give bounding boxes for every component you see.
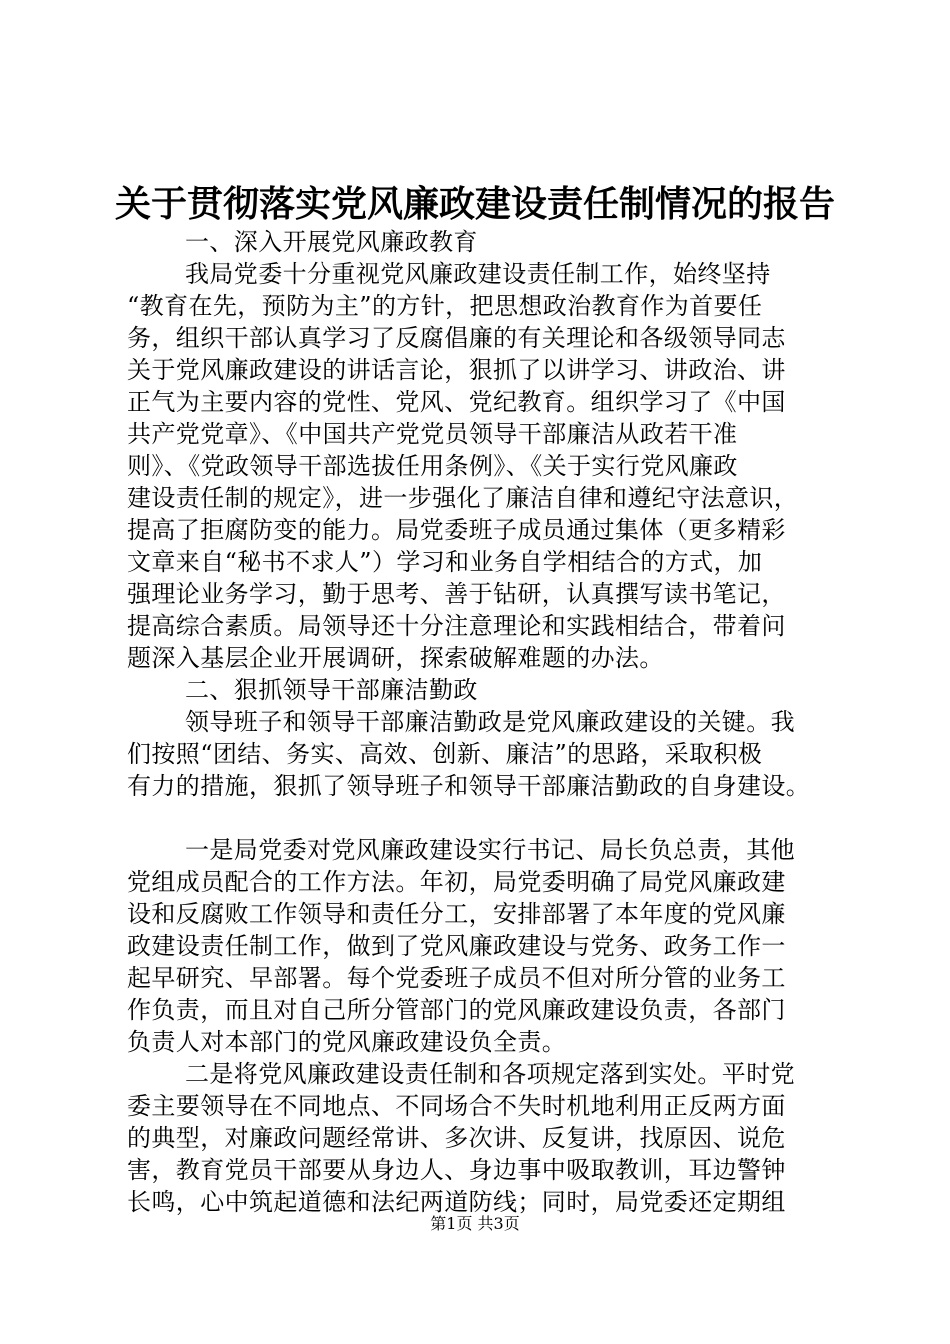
paragraph-line: 们按照“团结、务实、高效、创新、廉洁”的思路，采取积极: [127, 740, 763, 768]
paragraph-line: 起早研究、早部署。每个党委班子成员不但对所分管的业务工: [127, 964, 786, 992]
paragraph-line: 党组成员配合的工作方法。年初，局党委明确了局党风廉政建: [127, 868, 786, 896]
section-heading-2: 二、狠抓领导干部廉洁勤政: [185, 676, 478, 704]
paragraph-line: 正气为主要内容的党性、党风、党纪教育。组织学习了《中国: [127, 388, 786, 416]
paragraph-line: 务，组织干部认真学习了反腐倡廉的有关理论和各级领导同志: [127, 324, 786, 352]
paragraph-line: 有力的措施，狠抓了领导班子和领导干部廉洁勤政的自身建设。: [127, 772, 811, 800]
paragraph-line: 设和反腐败工作领导和责任分工，安排部署了本年度的党风廉: [127, 900, 786, 928]
paragraph-line: 领导班子和领导干部廉洁勤政是党风廉政建设的关键。我: [185, 708, 795, 736]
paragraph-line: 建设责任制的规定》，进一步强化了廉洁自律和遵纪守法意识，: [127, 484, 799, 512]
paragraph-line: 提高综合素质。局领导还十分注意理论和实践相结合，带着问: [127, 612, 786, 640]
blank-line: [127, 802, 847, 834]
paragraph-line: 作负责，而且对自己所分管部门的党风廉政建设负责，各部门: [127, 996, 786, 1024]
document-title: 关于贯彻落实党风廉政建设责任制情况的报告: [114, 183, 835, 225]
paragraph-line: 二是将党风廉政建设责任制和各项规定落到实处。平时党: [185, 1060, 795, 1088]
paragraph-line: “教育在先，预防为主”的方针，把思想政治教育作为首要任: [127, 292, 763, 320]
paragraph-line: 负责人对本部门的党风廉政建设负全责。: [127, 1028, 567, 1056]
paragraph-line: 共产党党章》、《中国共产党党员领导干部廉洁从政若干准: [127, 420, 738, 448]
paragraph-line: 我局党委十分重视党风廉政建设责任制工作，始终坚持: [185, 260, 771, 288]
section-heading-1: 一、深入开展党风廉政教育: [185, 228, 478, 256]
paragraph-line: 的典型，对廉政问题经常讲、多次讲、反复讲，找原因、说危: [127, 1124, 786, 1152]
paragraph-line: 则》、《党政领导干部选拔任用条例》、《关于实行党风廉政: [127, 452, 738, 480]
paragraph-line: 一是局党委对党风廉政建设实行书记、局长负总责，其他: [185, 836, 795, 864]
paragraph-line: 政建设责任制工作，做到了党风廉政建设与党务、政务工作一: [127, 932, 786, 960]
paragraph-line: 文章来自“秘书不求人”）学习和业务自学相结合的方式，加: [127, 548, 763, 576]
paragraph-line: 关于党风廉政建设的讲话言论，狠抓了以讲学习、讲政治、讲: [127, 356, 786, 384]
document-body: [127, 226, 847, 1218]
page-footer: 第1页 共3页: [430, 1214, 520, 1233]
paragraph-line: 委主要领导在不同地点、不同场合不失时机地利用正反两方面: [127, 1092, 786, 1120]
paragraph-line: 长鸣，心中筑起道德和法纪两道防线；同时，局党委还定期组: [127, 1188, 786, 1216]
paragraph-line: 题深入基层企业开展调研，探索破解难题的办法。: [127, 644, 664, 672]
paragraph-line: 提高了拒腐防变的能力。局党委班子成员通过集体（更多精彩: [127, 516, 786, 544]
paragraph-line: 害，教育党员干部要从身边人、身边事中吸取教训，耳边警钟: [127, 1156, 786, 1184]
paragraph-line: 强理论业务学习，勤于思考、善于钻研，认真撰写读书笔记，: [127, 580, 786, 608]
